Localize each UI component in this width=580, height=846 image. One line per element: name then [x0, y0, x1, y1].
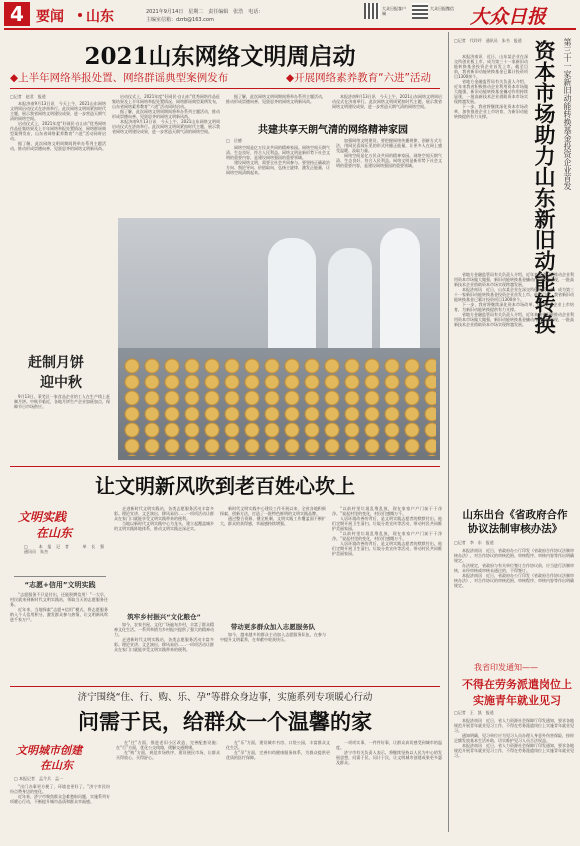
- series2-logo: [10, 740, 110, 774]
- midcol-paragraph: 当地以新时代文明实践中心为龙头，建立起覆盖城乡的文明实践阵地体系，推动文明实践走深走实。: [114, 521, 214, 531]
- mooncake-rows: [122, 358, 436, 456]
- right-headline: 资本市场助力山东新旧动能转换: [532, 40, 557, 334]
- lead-body-col3: [226, 94, 326, 116]
- worker-figure: [268, 238, 316, 358]
- mooncake-photo: [118, 218, 440, 460]
- series2-byline: □ 本报记者 孟令兵 孟一: [14, 776, 64, 781]
- sub-right-text: 开展网络素养教育“六进”活动: [294, 72, 431, 84]
- commentary-body: [226, 145, 330, 215]
- lead-headline: 2021山东网络文明周启动: [84, 43, 356, 70]
- mid-right-headline: 山东出台《省政府合作协议法制审核办法》: [462, 509, 568, 535]
- lead-paragraph: 据了解，此次网络文明周期间将举办系列主题活动，推动形成崇德向善、见贤思齐的网络文明新风尚。: [226, 94, 326, 104]
- worker-figure: [380, 228, 420, 358]
- right-tag: 第三十一家新旧动能转换基金投资企业首发: [563, 38, 572, 190]
- lower-right-headline-2: 实施青年就业见习: [473, 694, 561, 707]
- section-dot: [78, 13, 82, 17]
- col4-paragraph: “以前村里垃圾乱堆乱放，现在家家户户门前干干净净。”说起村里的变化，村民们感慨万千。: [332, 531, 442, 541]
- series2-logo-line2: 在山东: [40, 759, 73, 772]
- col3-paragraph: 如今，越来越多的群众主动加入志愿服务队伍，在参与中提升文明素养，在奉献中收获快乐。: [220, 632, 326, 642]
- series2-body: [10, 784, 110, 836]
- lead-paragraph: 据了解，此次网络文明周期间将举办系列主题活动，推动形成崇德向善、见贤思齐的网络文明新风尚。: [112, 109, 220, 119]
- commentary-title: 共建共享天朗气清的网络精神家园: [258, 125, 408, 136]
- series1-divider-text: “志愿+信用”文明实践: [24, 581, 96, 589]
- lead-body: [10, 101, 106, 281]
- right-body-bottom: [454, 272, 574, 494]
- series2-paragraph: 在“购”方面，规范市场秩序，建设便民市场，让群众买得放心、买得舒心。: [116, 750, 220, 760]
- commentary-paragraph: 网络空间是亿万民众共同的精神家园。网络空间天朗气清、生态良好，符合人民利益。网络文明是新形势下社会文明的重要内容，是建设网络强国的重要领域。: [336, 153, 442, 168]
- commentary-body-col2: [336, 138, 442, 215]
- lead-subheadline-right: [286, 70, 446, 85]
- qr-code-2: [412, 3, 428, 19]
- series2-paragraph: 在“乐”方面，建设城市书房、口袋公园，丰富群众文化生活。: [226, 740, 330, 750]
- series1-logo-line1: 文明实践: [18, 510, 67, 524]
- midcol-body2: [114, 622, 214, 682]
- commentary-paragraph: 建设网络文明，需要全社会共同参与。要坚持正确政治方向、舆论导向、价值取向，弘扬主旋律，激发正能量，让网络空间清朗起来。: [226, 160, 330, 175]
- caption-title-1: 赶制月饼: [28, 355, 84, 371]
- editor-line: 主编室信箱：dzrb@163.com: [146, 17, 214, 23]
- strap-line: 济宁围绕“住、行、购、乐、孕”等群众身边事，实施系列专项暖心行动: [77, 692, 373, 703]
- sub-left-text: 上半年网络举报处置、网络群谣典型案例发布: [18, 72, 229, 84]
- series2-paragraph: 济宁市有关负责人表示，将继续坚持以人民为中心的发展思想，问需于民、问计于民，让文明城市创建成果更多惠及群众。: [336, 750, 442, 765]
- series2-col3: [226, 740, 330, 836]
- midcol-paragraph: 如今，农家书屋、文化广场遍布乡村，丰富了群众精神文化生活。一系列举措为乡村振兴提供了强大的精神动力。: [114, 622, 214, 637]
- series1-body: [10, 592, 108, 682]
- col3-body2: [220, 632, 326, 682]
- series2-paragraph: 一项项实事，一件件好事，让群众真切感受到城市的温度。: [336, 740, 442, 750]
- right-paragraph: 省地方金融监管局有关负责人介绍，近年来我省积极推动企业利用资本市场做大做强，新旧动能转换基金撬动作用持续显现，一批高新技术企业借助资本市场实现跨越发展。: [454, 312, 574, 327]
- right-paragraph: 本报济南讯 近日，山东某企业在深交所创业板上市，成为第三十一家新旧动能转换基金投资企业首发上市。截至目前，我省新旧动能转换基金已累计投资项目1300余个。: [454, 287, 574, 302]
- series2-col4: [336, 740, 442, 836]
- newspaper-logo: 大众日报: [470, 6, 547, 28]
- mid-right-byline: □记者 李 东 报道: [454, 540, 494, 545]
- diamond-icon: ◆: [286, 72, 295, 84]
- caption-title-2: 迎中秋: [40, 375, 82, 391]
- series1-logo-line2: 在山东: [36, 526, 73, 540]
- lead-paragraph: 本报济南9月13日讯 今天上午，2021山东网络文明周启动仪式在济南举行。此次网络文明周紧扣时代主题，展示我省网络文明建设成果，进一步营造天朗气清的网络空间。: [112, 119, 220, 134]
- lead-paragraph: 本报济南9月13日讯 今天上午，2021山东网络文明周启动仪式在济南举行。此次网络文明周紧扣时代主题，展示我省网络文明建设成果，进一步营造天朗气清的网络空间。: [332, 94, 442, 109]
- lead-paragraph: 本报济南9月13日讯 今天上午，2021山东网络文明周启动仪式在济南举行。此次网络文明周紧扣时代主题，展示我省网络文明建设成果，进一步营造天朗气清的网络空间。: [10, 101, 106, 121]
- col3-paragraph: 通过整合资源、健全机制，文明实践工作覆盖面不断扩大，群众的获得感、幸福感持续增强。: [220, 516, 326, 526]
- worker-figure: [328, 248, 372, 358]
- series2-paragraph: “出门办事更方便了，环境也更好了。”济宁市民纷纷点赞身边的变化。: [10, 784, 110, 794]
- midcol-subhead: 筑牢乡村振兴“文化粮仓”: [127, 613, 201, 621]
- col4-paragraph: 人居环境改善的背后，是文明实践志愿者的默默付出。他们定期开展卫生清扫、垃圾分类宣传等活动，带动村民共同维护美丽家园。: [332, 541, 442, 556]
- qr-label-1: 大众日报客户端: [382, 6, 406, 16]
- commentary-paragraph: 加强网络文明建设，要把握网络传播规律，创新方式方法，用网民喜闻乐见的形式传播正能量，让更多人在网上感受温暖、汲取力量。: [336, 138, 442, 153]
- lead-byline: □记者 赵君 报道: [10, 94, 46, 99]
- series2-col2: [116, 740, 220, 836]
- banner1-headline: 让文明新风吹到老百姓心坎上: [95, 474, 355, 498]
- mid-right-body: [454, 548, 574, 654]
- midcol-body: [114, 506, 214, 606]
- series2-logo-line1: 文明城市创建: [16, 744, 82, 757]
- masthead: [0, 0, 580, 28]
- col3-paragraph: 新时代文明实践中心建设工作开展以来，全省各地积极探索、创新方法，打造了一批特色鲜明的文明实践品牌。: [220, 506, 326, 516]
- right-paragraph: 省地方金融监管局有关负责人介绍，近年来我省积极推动企业利用资本市场做大做强，新旧动能转换基金撬动作用持续显现，一批高新技术企业借助资本市场实现跨越发展。: [454, 272, 574, 287]
- right-paragraph: 下一步，我省将继续深化资本市场改革，加快推进企业上市培育，为新旧动能转换提供有力支撑。: [454, 302, 574, 312]
- lead-subheadline-left: [10, 70, 270, 85]
- lead-body-col4: [332, 94, 442, 116]
- date-line: 2021年9月14日 星期二 责任编辑 张浩 电话：: [146, 9, 264, 15]
- mid-right-paragraph: 本报济南讯 近日，省政府办公厅印发《省政府合作协议法制审核办法》，对合作协议的审核范围、审核程序、审核内容等作出明确规定。: [454, 548, 574, 563]
- lower-right-body: [454, 718, 574, 838]
- midcol-paragraph: 走进新时代文明实践站，各类志愿服务活动丰富多彩。理论宣讲、文艺演出、移风易俗……一项项活动让群众在家门口就能享受文明实践带来的便利。: [114, 506, 214, 521]
- col4-paragraph: “以前村里垃圾乱堆乱放，现在家家户户门前干干净净。”说起村里的变化，村民们感慨万千。: [332, 506, 442, 516]
- qr-label-2: 大众日报微信: [430, 6, 454, 11]
- right-byline: □记者 代玲玲 通讯员 朱书 报道: [454, 38, 522, 43]
- lead-paragraph: 启动仪式上，2021年度“好网民·自山东”优秀网络作品征集结果及上半年网络举报处置情况、网络群谣典型案例发布，山东省网络素养教育“六进”活动同时启动。: [112, 94, 220, 109]
- series2-paragraph: 近年来，济宁市聚焦群众急难愁盼问题，实施系列专项暖心行动，不断提升城市品质和群众幸福感。: [10, 794, 110, 804]
- lower-right-kicker: 我省印发通知——: [474, 663, 538, 672]
- mid-right-paragraph: 本报济南讯 近日，省政府办公厅印发《省政府合作协议法制审核办法》，对合作协议的审核范围、审核程序、审核内容等作出明确规定。: [454, 573, 574, 588]
- mid-right-paragraph: 办法规定，省政府与有关单位签订合作协议前，应当进行法制审核，未经审核或审核未通过的，不得签订。: [454, 563, 574, 573]
- series1-paragraph: 近年来，当地探索“志愿+信用”模式，将志愿服务纳入个人信用积分，激发群众参与热情，让文明新风吹进千家万户。: [10, 607, 108, 622]
- series2-paragraph: 在“住”方面，推进老旧小区改造，完善配套设施；在“行”方面，优化公交线路，缓解交通拥堵。: [116, 740, 220, 750]
- lower-right-byline: □记者 王 凯 报道: [454, 710, 494, 715]
- banner2-headline: 问需于民，给群众一个温馨的家: [78, 709, 372, 734]
- commentary-byline: □ 岳德: [226, 138, 242, 143]
- right-paragraph: 省地方金融监管局有关负责人介绍，近年来我省积极推动企业利用资本市场做大做强，新旧动能转换基金撬动作用持续显现，一批高新技术企业借助资本市场实现跨越发展。: [454, 79, 528, 104]
- right-body-top: [454, 54, 528, 268]
- col3-subhead: 带动更多群众加入志愿服务队: [230, 623, 316, 631]
- lower-right-paragraph: 通知明确，见习单位应为见习人员办理人身意外伤害保险，按时足额发放基本生活补助，切实维护见习人员合法权益。: [454, 733, 574, 743]
- caption-body: 9月13日，莱芜区一家食品企业的工人在生产线上赶制月饼。中秋节临近，各地月饼生产企业加班加点，保障节日市场供应。: [14, 394, 110, 409]
- lower-right-paragraph: 本报济南讯 近日，省人力资源社会保障厅印发通知，要求各地规范开展青年就业见习工作，不得在劳务派遣岗位上实施青年就业见习。: [454, 718, 574, 733]
- lower-right-headline-1: 不得在劳务派遣岗位上: [462, 678, 572, 691]
- series2-paragraph: 在“孕”方面，完善妇幼健康服务体系，为群众提供更优质的医疗保障。: [226, 750, 330, 760]
- right-paragraph: 下一步，我省将继续深化资本市场改革，加快推进企业上市培育，为新旧动能转换提供有力支撑。: [454, 104, 528, 119]
- lead-paragraph: 据了解，此次网络文明周期间将举办系列主题活动，推动形成崇德向善、见贤思齐的网络文明新风尚。: [10, 141, 106, 151]
- col4-paragraph: 人居环境改善的背后，是文明实践志愿者的默默付出。他们定期开展卫生清扫、垃圾分类宣传等活动，带动村民共同维护美丽家园。: [332, 516, 442, 531]
- col4-body: [332, 506, 442, 682]
- right-paragraph: 本报济南讯 近日，山东某企业在深交所创业板上市，成为第三十一家新旧动能转换基金投资企业首发上市。截至目前，我省新旧动能转换基金已累计投资项目1300余个。: [454, 54, 528, 79]
- region-label: 山东: [86, 9, 114, 25]
- section-label: 要闻: [36, 9, 64, 25]
- midcol-paragraph: 走进新时代文明实践站，各类志愿服务活动丰富多彩。理论宣讲、文艺演出、移风易俗……一项项活动让群众在家门口就能享受文明实践带来的便利。: [114, 637, 214, 652]
- qr-code-1: [364, 3, 380, 19]
- commentary-paragraph: 网络空间是亿万民众共同的精神家园。网络空间天朗气清、生态良好，符合人民利益。网络文明是新形势下社会文明的重要内容，是建设网络强国的重要领域。: [226, 145, 330, 160]
- lead-paragraph: 启动仪式上，2021年度“好网民·自山东”优秀网络作品征集结果及上半年网络举报处置情况、网络群谣典型案例发布，山东省网络素养教育“六进”活动同时启动。: [10, 121, 106, 141]
- lower-right-paragraph: 本报济南讯 近日，省人力资源社会保障厅印发通知，要求各地规范开展青年就业见习工作，不得在劳务派遣岗位上实施青年就业见习。: [454, 743, 574, 758]
- page-number: 4: [4, 2, 30, 26]
- lead-body-col2: [112, 94, 220, 214]
- series1-logo: [10, 506, 106, 540]
- col3-body: [220, 506, 326, 614]
- series1-paragraph: “志愿服务不只是付出，还能积攒信用！”一大早，村民就来到新时代文明实践站，领取当天的志愿服务任务。: [10, 592, 108, 607]
- diamond-icon: ◆: [10, 72, 19, 84]
- series1-byline: □ 本报记者 单长强 通讯员 朱杰: [24, 544, 148, 554]
